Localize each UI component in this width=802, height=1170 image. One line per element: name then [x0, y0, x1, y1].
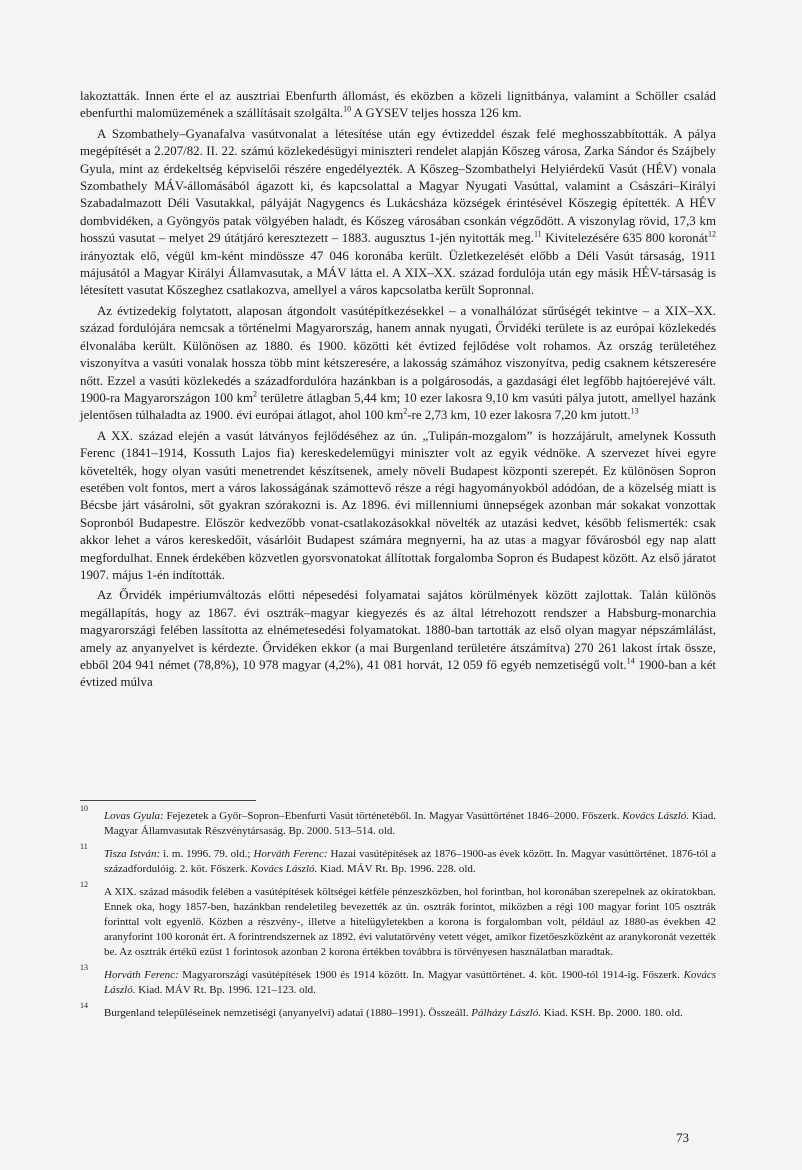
text-run: A Szombathely–Gyanafalva vasútvonalat a létesítése után egy évtizeddel észak felé meghosszabbították. A pálya megépítését a 2.207/82. II. 22. számú közlekedésügyi miniszteri rendelet alapján Kőszeg városa, Zarka Sándor és Szájbely Gyula, mint az érdekeltség képviselői részére engedélyezték. A Kőszeg–Szombathelyi Helyiérdekű Vasút (HÉV) vonala Szombathely MÁV-állomásából ágazott ki, és kapcsolattal a Magyar Nyugati Vasúttal, valamint a Császári–Királyi Szabadalmazott Déli Vasutakkal, pályáját Nagygencs és Lukácsháza községek érintésével Kőszegig építették. A HÉV dombvidéken, a Gyöngyös patak völgyében haladt, és Kőszeg városában csonkán végződött. A viszonylag rövid, 17,3 km hosszú vasutat – melyet 29 útátjáró keresztezett – 1883. augusztus 1-jén nyitották meg. [80, 126, 716, 246]
paragraph [80, 88, 716, 123]
text-run: 1900-ban a két évtized múlva [80, 658, 716, 690]
footnote-reference: 2 [403, 407, 408, 417]
footnote: 12 A XIX. század második felében a vasútépítések költségei kétféle pénzeszközben, hol forintban, hol koronában szerepelnek az okiratokban. Ennek oka, hogy 1857-ben, hazánkban rendeletileg bevezették az ún. osztrák forintot, miközben a régi 100 magyar forint 105 osztrák forinttal volt egyenlő. Közben a részvény-, illetve a hitelügyletekben a korona is forgalomban volt, például az 1880-as években 42 aranyforint 100 koronát ért. A forintrendszernek az 1892. évi valutatörvény vetett véget, amikor fizetőeszközként az aranykoronát vezették be. Az osztrák értékű ezüst 1 forintosok azonban 2 korona értékben továbbra is törvényesen használatban maradtak. [80, 880, 716, 958]
footnote-reference: 2 [253, 389, 258, 399]
page-number: 73 [676, 1130, 689, 1145]
footnote: 10 Lovas Gyula: Fejezetek a Győr–Sopron–Ebenfurti Vasút történetéből. In. Magyar Vasúttörténet 1846–2000. Főszerk. Kovács László. Kiad. Magyar Államvasutak Részvénytársaság. Bp. 2000. 513–514. old. [80, 804, 716, 837]
text-run: Fejezetek a Győr–Sopron–Ebenfurti Vasút történetéből. In. Magyar Vasúttörténet 1846–2000. Főszerk. [163, 810, 623, 822]
text-run: Kiad. KSH. Bp. 2000. 180. old. [540, 1007, 683, 1019]
italic-text: Tisza István: [104, 848, 161, 860]
text-run: Burgenland településeinek nemzetiségi (anyanyelvi) adatai (1880–1991). Összeáll. [104, 1007, 472, 1019]
italic-text: Pálházy László. [471, 1007, 541, 1019]
footnote-reference: 10 [343, 105, 352, 115]
footnote-reference: 14 [626, 656, 635, 666]
text-run: Magyarországi vasútépítések 1900 és 1914 között. In. Magyar vasúttörténet. 4. köt. 1900-tól 1914-ig. Főszerk. [178, 969, 684, 981]
text-run: Kivitelezésére 635 800 koronát [541, 231, 708, 246]
text-run: A XX. század elején a vasút látványos fejlődéséhez az ún. „Tulipán-mozgalom” is hozzájárult, amelynek Kossuth Ferenc (1841–1914, Kossuth Lajos fia) kereskedelemügyi miniszter volt az egyik védnöke. A szervezet hívei egyre követelték, hogy olyan vasúti menetrendet készítsenek, amely növeli Budapest központi szerepét. Ez különösen Sopron esetében volt fontos, mert a város lakosságának számottevő része a régi hagyományokból adódóan, de a közelség miatt is Bécsbe járt vásárolni, sőt gyakran szórakozni is. Az 1896. évi millenniumi ünnepségek azonban már sokakat vonzottak Sopronból Budapestre. Először kedvezőbb vonat-csatlakozásokkal növelték az utazási kedvet, később felismerték: csak akkor lehet a város kereskedőit, vásárlóit Budapest számára megnyerni, ha az utas a magyar fővárosból egy nap alatt megfordulhat. Ennek érdekében közvetlen gyorsvonatokat állítottak forgalomba Sopron és Budapest között. Az első járatot 1907. május 1-én indították. [80, 428, 716, 582]
italic-text: Kovács László. [250, 863, 318, 875]
italic-text: Horváth Ferenc: [104, 969, 179, 981]
footnote-separator [80, 800, 256, 801]
text-run: Hazai vasútépítések az 1876–1900-as évek között. In. Magyar vasúttörténet. 1876-tól a századfordulóig. 2. köt. Főszerk. [104, 848, 716, 875]
text-run: területre átlagban 5,44 km; 10 ezer lakosra 9,10 km vasúti pálya jutott, amellyel hazánk jelentősen túlhaladta az 1900. évi európai átlagot, ahol 100 km [80, 390, 716, 423]
footnote-reference: 11 [533, 229, 542, 239]
footnote: 13 Horváth Ferenc: Magyarországi vasútépítések 1900 és 1914 között. In. Magyar vasúttörténet. 4. köt. 1900-tól 1914-ig. Főszerk. Kovács László. Kiad. MÁV Rt. Bp. 1996. 121–123. old. [80, 963, 716, 996]
footnotes [80, 804, 716, 1029]
text-run: A GYSEV teljes hossza 126 km. [351, 106, 522, 121]
paragraph [80, 303, 716, 425]
italic-text: Lovas Gyula: [104, 810, 164, 822]
italic-text: Kovács László. [104, 969, 716, 996]
footnote-reference: 12 [708, 229, 716, 239]
italic-text: Horváth Ferenc: [253, 848, 328, 860]
text-run: i. m. 1996. 79. old.; [160, 848, 254, 860]
footnote-reference: 13 [630, 407, 639, 417]
footnote: 11 Tisza István: i. m. 1996. 79. old.; Horváth Ferenc: Hazai vasútépítések az 1876–1900-as évek között. In. Magyar vasúttörténet. 1876-tól a századfordulóig. 2. köt. Főszerk. Kovács László. Kiad. MÁV Rt. Bp. 1996. 228. old. [80, 842, 716, 875]
text-run: Kiad. MÁV Rt. Bp. 1996. 228. old. [317, 863, 476, 875]
text-run: lakoztatták. Innen érte el az ausztriai Ebenfurth állomást, és eközben a közeli lignitbánya, valamint a Schöller család ebenfurthi malomüzemének a szállításait szolgálta. [80, 89, 716, 121]
italic-text: Kovács László. [622, 810, 690, 822]
text-run: Az évtizedekig folytatott, alaposan átgondolt vasútépítkezésekkel – a vonalhálózat sűrűségét tekintve – a XIX–XX. század fordulójára nemcsak a történelmi Magyarország, hanem annak nyugati, Őrvidéki területe is az európai közlekedés élvonalába került. Különösen az 1880. és 1900. közötti két évtized fejlődése volt rohamos. Az ország területéhez viszonyítva a vasúti vonalak hossza több mint kétszeresére, a lakosság számához viszonyítva, pedig csaknem kétszeresére nőtt. Ezzel a vasúti közlekedés a századfordulóra hazánkban is a polgárosodás, a gazdasági élet legfőbb hajtóerejévé vált. 1900-ra Magyarországon 100 km [80, 303, 716, 405]
paragraph [80, 126, 716, 300]
paragraph [80, 428, 716, 585]
text-run: irányoztak elő, végül km-ként mindössze 47 046 koronába került. Üzletkezelését előbb a Déli Vasút társaság, 1911 májusától a Magyar Királyi Államvasutak, a MÁV látta el. A XIX–XX. század fordulója után egy másik HÉV-társaság is létesített vasutat Kőszeghez csatlakozva, amellyel a város kapcsolatba került Sopronnal. [80, 248, 716, 298]
text-run: -re 2,73 km, 10 ezer lakosra 7,20 km jutott. [407, 408, 631, 423]
text-run: Kiad. Magyar Államvasutak Részvénytársaság. Bp. 2000. 513–514. old. [104, 810, 716, 837]
text-run: Az Őrvidék impériumváltozás előtti népesedési folyamatai sajátos körülmények között zajlottak. Talán különös megállapítás, hogy az 1867. évi osztrák–magyar kiegyezés és az által létrehozott rendszer a Habsburg-monarchia magyarországi felében lassította az elnémetesedési folyamatokat. 1880-ban tartották az első olyan magyar népszámlálást, amely az anyanyelvet is kérdezte. Őrvidéken ekkor (a mai Burgenland területére átszámítva) 270 261 lakost írtak össze, ebből 204 941 német (78,8%), 10 978 magyar (4,2%), 41 081 horvát, 12 059 fő egyéb nemzetiségű volt. [80, 588, 716, 672]
paragraph [80, 587, 716, 691]
text-run: A XIX. század második felében a vasútépítések költségei kétféle pénzeszközben, hol forintban, hol koronában szerepelnek az okiratokban. Ennek oka, hogy 1857-ben, hazánkban rendeletileg bevezették az ún. osztrák forintot, miközben a régi 100 magyar forint 105 osztrák forinttal volt egyenlő. Közben a részvény-, illetve a hitelügyletekben a korona is forgalomban volt, például az 1880-as években 42 aranyforint 100 koronát ért. A forintrendszernek az 1892. évi valutatörvény vetett véget, amikor fizetőeszközként az aranykoronát vezették be. Az osztrák értékű ezüst 1 forintosok azonban 2 korona értékben továbbra is törvényesen használatban maradtak. [104, 886, 716, 958]
footnote: 14 Burgenland településeinek nemzetiségi (anyanyelvi) adatai (1880–1991). Összeáll. Pálházy László. Kiad. KSH. Bp. 2000. 180. old. [80, 1001, 683, 1019]
main-text [80, 88, 716, 695]
text-run: Kiad. MÁV Rt. Bp. 1996. 121–123. old. [135, 984, 316, 996]
